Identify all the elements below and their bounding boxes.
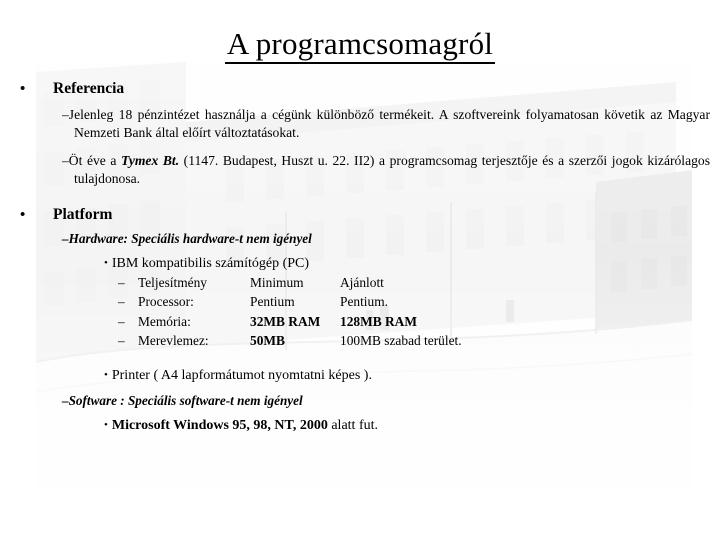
dash-glyph: – (62, 107, 69, 122)
referencia-item-2-text-a: Öt éve a (68, 153, 122, 168)
spec-label: Processor: (138, 294, 194, 310)
ibm-computer-label: IBM kompatibilis számítógép (PC) (111, 256, 310, 271)
dash-glyph: – (62, 393, 69, 408)
windows-line-suffix: alatt fut. (327, 418, 378, 433)
windows-line (104, 418, 378, 435)
spec-minimum: Pentium (250, 294, 295, 310)
page-title-text: A programcsomagról (225, 28, 495, 64)
bullet-glyph: • (104, 257, 108, 269)
company-name: Tymex Bt. (121, 153, 180, 168)
hardware-subheading (62, 231, 312, 247)
software-subheading (62, 393, 303, 409)
bullet-glyph: • (20, 81, 26, 97)
spec-recommended: 128MB RAM (340, 313, 417, 329)
spec-minimum: 32MB RAM (250, 313, 321, 329)
spec-table (118, 276, 462, 354)
section-heading-platform-label: Platform (53, 206, 113, 223)
software-subheading-label: Software : Speciális software-t nem igényel (68, 393, 303, 408)
section-heading-referencia-label: Referencia (53, 80, 125, 97)
hardware-subheading-label: Hardware: Speciális hardware-t nem igényel (68, 231, 312, 246)
bullet-glyph: • (20, 207, 26, 223)
dash-glyph: – (62, 231, 69, 246)
referencia-item-2-text-b: (1147. Budapest, Huszt u. 22. II2) a programcsomag terjesztője és a szerzői jogok kizárólagos tulajdonosa. (74, 153, 710, 186)
ibm-computer-line (104, 256, 309, 273)
spec-recommended: Pentium. (340, 294, 388, 310)
referencia-item-2 (62, 152, 710, 187)
spec-minimum: Minimum (250, 275, 304, 290)
table-row (118, 315, 462, 334)
table-row (118, 334, 462, 353)
table-row (118, 276, 462, 295)
section-heading-referencia (20, 80, 124, 98)
bullet-glyph: • (104, 419, 108, 431)
table-row (118, 295, 462, 314)
printer-line (104, 368, 372, 385)
windows-versions: Microsoft Windows 95, 98, NT, 2000 (111, 418, 328, 433)
referencia-item-1 (62, 106, 710, 141)
dash-glyph: – (118, 294, 125, 310)
spec-recommended: 100MB szabad terület. (340, 333, 462, 349)
spec-label: Teljesítmény (138, 275, 207, 290)
spec-label: Merevlemez: (138, 333, 209, 349)
spec-label: Memória: (138, 313, 191, 329)
dash-glyph: – (118, 333, 125, 349)
bullet-glyph: • (104, 369, 108, 381)
dash-glyph: – (118, 275, 125, 290)
spec-recommended: Ajánlott (340, 275, 384, 290)
dash-glyph: – (62, 153, 69, 168)
referencia-item-1-text: Jelenleg 18 pénzintézet használja a cégünk különböző termékeit. A szoftvereink folyamatosan követik az Magyar Nemzeti Bank által előírt változtatásokat. (68, 107, 710, 140)
page-title (0, 28, 720, 64)
spec-minimum: 50MB (250, 333, 285, 349)
dash-glyph: – (118, 313, 125, 329)
printer-label: Printer ( A4 lapformátumot nyomtatni képes ). (111, 368, 372, 383)
section-heading-platform (20, 206, 112, 224)
